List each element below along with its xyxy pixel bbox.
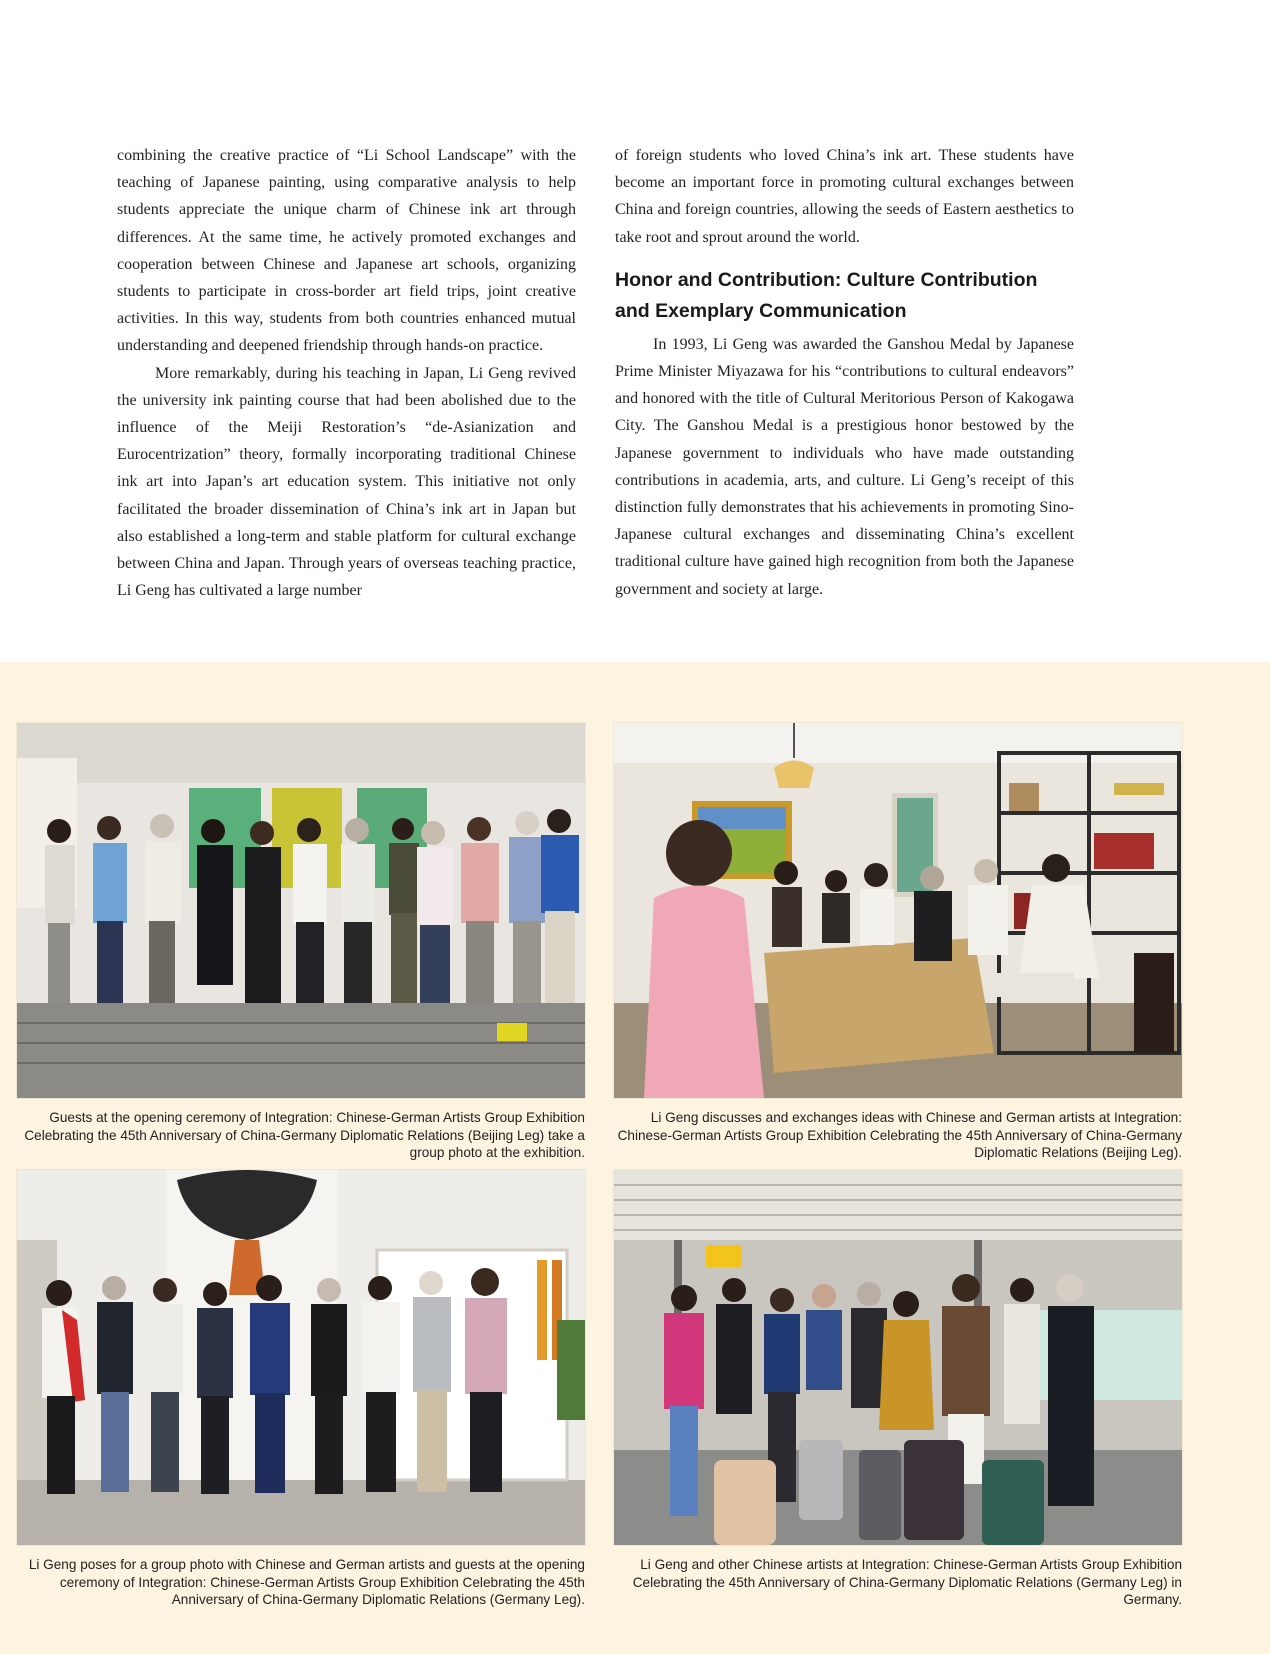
- photo-caption-4: Li Geng and other Chinese artists at Integration: Chinese-German Artists Group Exhibition Celebrating the 45th Anniversary of China-Germany Diplomatic Relations (Germany Leg) in Germany.: [632, 1557, 1182, 1608]
- photo-discussion: [614, 723, 1182, 1098]
- right-paragraph-body: In 1993, Li Geng was awarded the Ganshou Medal by Japanese Prime Minister Miyazawa for his “contributions to cultural endeavors” and honored with the title of Cultural Meritorious Person of Kakogawa City. The Ganshou Medal is a prestigious honor bestowed by the Japanese government to individuals who have made outstanding contributions in academia, arts, and culture. Li Geng’s receipt of this distinction fully demonstrates that his achievements in promoting Sino-Japanese cultural exchanges and disseminating China’s excellent traditional culture have gained high recognition from both the Japanese government and society at large.: [615, 335, 1074, 598]
- photo-caption-3: Li Geng poses for a group photo with Chinese and German artists and guests at the opening ceremony of Integration: Chinese-German Artists Group Exhibition Celebrating the 45th Anniversary of China-Germany Diplomatic Relations (Germany Leg).: [28, 1557, 585, 1608]
- article-text-area: [0, 0, 1270, 662]
- photo-caption-1: Guests at the opening ceremony of Integration: Chinese-German Artists Group Exhibition Celebrating the 45th Anniversary of China-Germany Diplomatic Relations (Beijing Leg) take a group photo at the exhibition.: [24, 1110, 585, 1161]
- photo-gallery: [0, 662, 1270, 1654]
- right-paragraph-intro: of foreign students who loved China’s ink art. These students have become an important force in promoting cultural exchanges between China and foreign countries, allowing the seeds of Eastern aesthetics to take root and sprout around the world.: [615, 147, 1074, 246]
- photo-group-beijing: [17, 723, 585, 1098]
- article-left-column: [117, 142, 576, 604]
- left-paragraph-1: combining the creative practice of “Li School Landscape” with the teaching of Japanese painting, using comparative analysis to help students appreciate the unique charm of Chinese ink art through differences. At the same time, he actively promoted exchanges and cooperation between Chinese and Japanese art schools, organizing students to participate in cross-border art field trips, joint creative activities. In this way, students from both countries enhanced mutual understanding and deepened friendship through hands-on practice.: [117, 147, 576, 355]
- photo-station: [614, 1170, 1182, 1545]
- left-paragraph-2: More remarkably, during his teaching in Japan, Li Geng revived the university ink painting course that had been abolished due to the influence of the Meiji Restoration’s “de-Asianization and Eurocentrization” theory, formally incorporating traditional Chinese ink art into Japan’s art education system. This initiative not only facilitated the broader dissemination of China’s ink art in Japan but also established a long-term and stable platform for cultural exchange between China and Japan. Through years of overseas teaching practice, Li Geng has cultivated a large number: [117, 364, 576, 600]
- section-heading: Honor and Contribution: Culture Contribution and Exemplary Communication: [615, 268, 1038, 322]
- photo-group-germany: [17, 1170, 585, 1545]
- photo-caption-2: Li Geng discusses and exchanges ideas with Chinese and German artists at Integration: Chinese-German Artists Group Exhibition Celebrating the 45th Anniversary of China-Germany Diplomatic Relations (Beijing Leg).: [617, 1110, 1182, 1161]
- article-right-column: [615, 142, 1074, 603]
